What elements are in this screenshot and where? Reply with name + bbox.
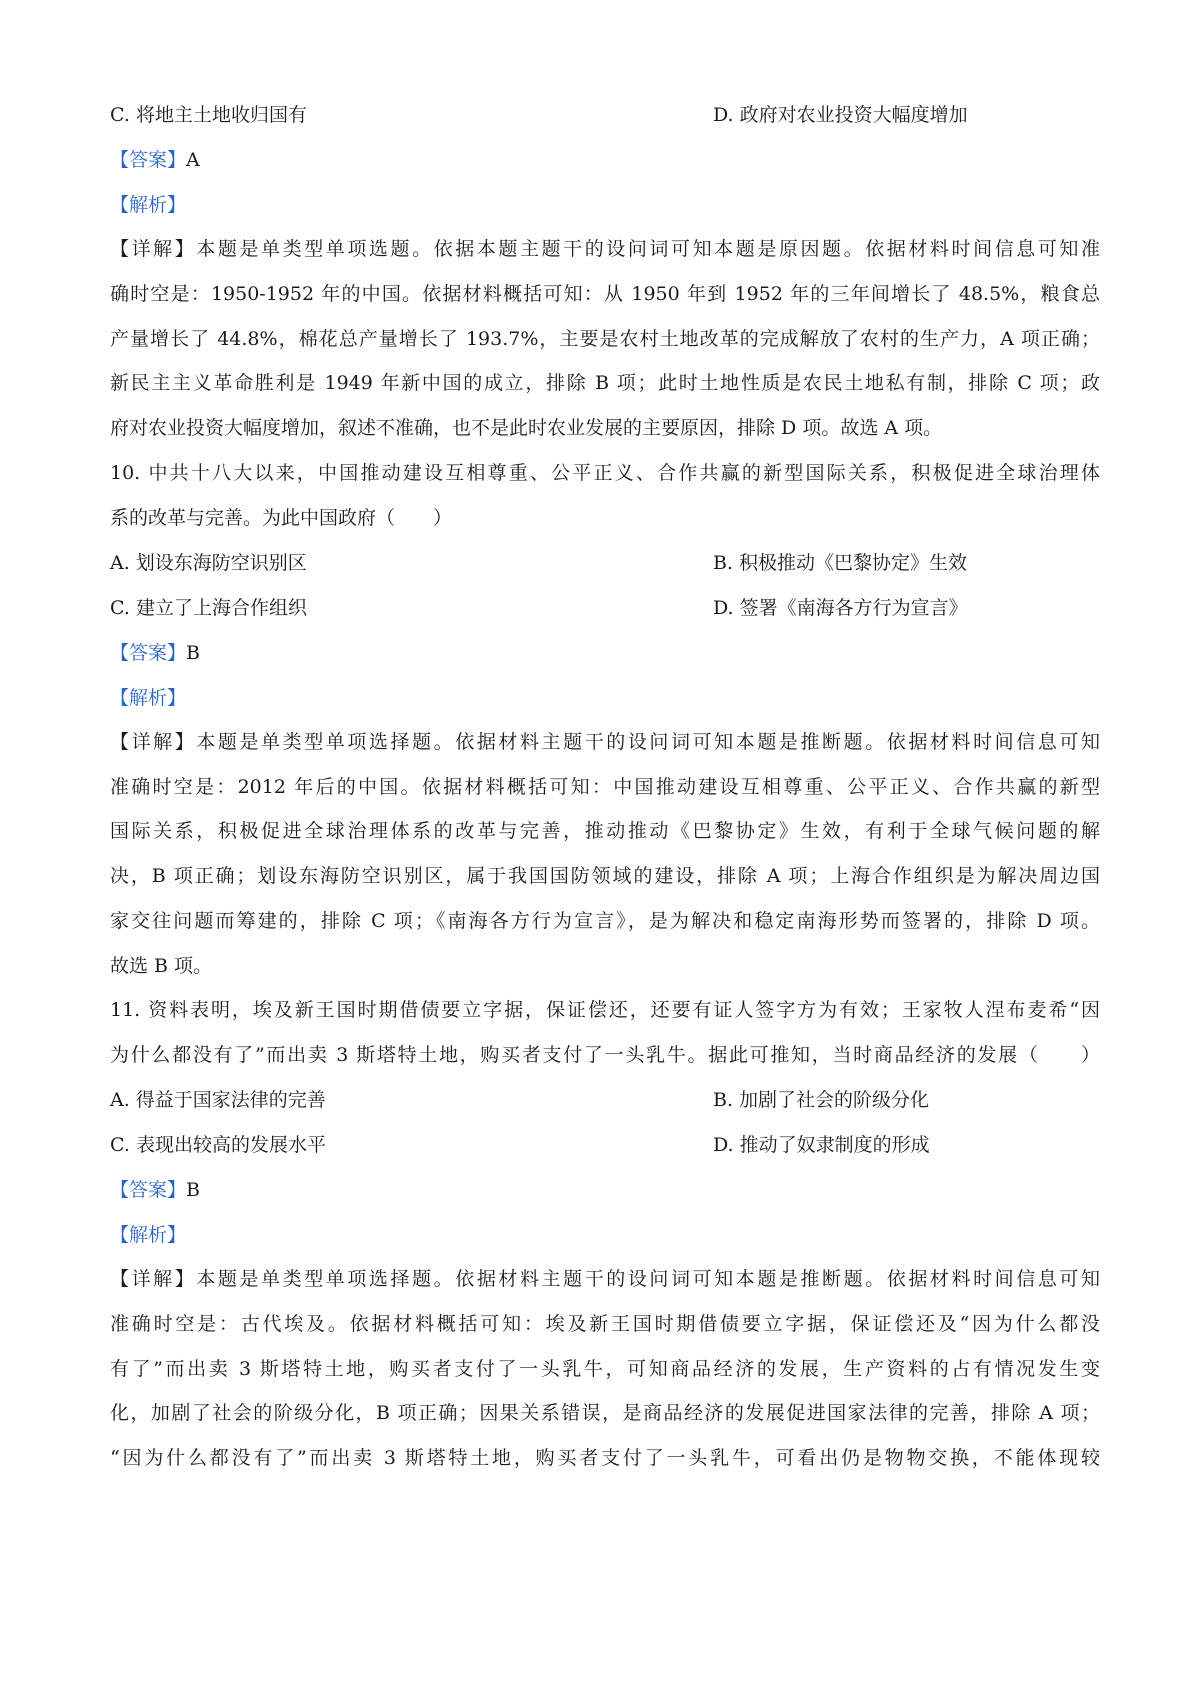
q10-stem-line-1: 10. 中共十八大以来，中国推动建设互相尊重、公平正义、合作共赢的新型国际关系，积极促进全球治理体 — [110, 462, 1100, 484]
q11-detail-text-1: 本题是单类型单项选择题。依据材料主题干的设问词可知本题是推断题。依据材料时间信息可知 — [196, 1268, 1100, 1290]
q9-answer-tag: 【答案】 — [110, 149, 187, 171]
q11-answer-line — [110, 1175, 1100, 1205]
q9-analysis-line — [110, 190, 1100, 220]
q10-detail-line-1 — [110, 727, 1100, 757]
q11-option-b: B. 加剧了社会的阶级分化 — [713, 1089, 930, 1111]
q10-detail-text-1: 本题是单类型单项选择题。依据材料主题干的设问词可知本题是推断题。依据材料时间信息可知 — [196, 731, 1100, 753]
q9-detail-line-4: 新民主主义革命胜利是 1949 年新中国的成立，排除 B 项；此时土地性质是农民土地私有制，排除 C 项；政 — [110, 372, 1100, 394]
q9-analysis-tag: 【解析】 — [110, 194, 187, 216]
q10-option-a: A. 划设东海防空识别区 — [110, 552, 307, 574]
q10-detail-line-4: 决，B 项正确；划设东海防空识别区，属于我国国防领域的建设，排除 A 项；上海合作组织是为解决周边国 — [110, 865, 1100, 887]
q10-answer-line — [110, 638, 1100, 668]
q11-option-d: D. 推动了奴隶制度的形成 — [713, 1134, 930, 1156]
q9-detail-line-5: 府对农业投资大幅度增加，叙述不准确，也不是此时农业发展的主要原因，排除 D 项。故选 A 项。 — [110, 417, 943, 439]
q10-options-row-1 — [110, 548, 1100, 578]
q11-analysis-tag: 【解析】 — [110, 1224, 187, 1246]
q11-detail-tag: 【详解】 — [110, 1268, 197, 1290]
q10-detail-line-2: 准确时空是：2012 年后的中国。依据材料概括可知：中国推动建设互相尊重、公平正义、合作共赢的新型 — [110, 776, 1100, 798]
q10-options-row-2 — [110, 593, 1100, 623]
q11-answer-tag: 【答案】 — [110, 1179, 187, 1201]
q11-answer: B — [186, 1179, 200, 1201]
q9-detail-line-1 — [110, 234, 1100, 264]
q9-option-c: C. 将地主土地收归国有 — [110, 104, 307, 126]
q10-detail-tag: 【详解】 — [110, 731, 197, 753]
q10-answer-tag: 【答案】 — [110, 642, 187, 664]
q10-option-d: D. 签署《南海各方行为宣言》 — [713, 597, 968, 619]
q11-detail-line-5: “因为什么都没有了”而出卖 3 斯塔特土地，购买者支付了一头乳牛，可看出仍是物物交换，不能体现较 — [110, 1447, 1100, 1469]
q11-detail-line-3: 有了”而出卖 3 斯塔特土地，购买者支付了一头乳牛，可知商品经济的发展，生产资料的占有情况发生变 — [110, 1358, 1100, 1380]
q10-detail-line-5: 家交往问题而筹建的，排除 C 项；《南海各方行为宣言》，是为解决和稳定南海形势而签署的，排除 D 项。 — [110, 910, 1100, 932]
q9-answer: A — [186, 149, 200, 171]
q10-stem-line-2: 系的改革与完善。为此中国政府（ ） — [110, 507, 453, 529]
q10-answer: B — [186, 642, 200, 664]
q10-analysis-tag: 【解析】 — [110, 687, 187, 709]
q9-answer-line — [110, 145, 1100, 175]
q9-detail-line-2: 确时空是：1950-1952 年的中国。依据材料概括可知：从 1950 年到 1952 年的三年间增长了 48.5%，粮食总 — [110, 283, 1100, 305]
q11-option-a: A. 得益于国家法律的完善 — [110, 1089, 326, 1111]
q11-detail-line-4: 化，加剧了社会的阶级分化，B 项正确；因果关系错误，是商品经济的发展促进国家法律的完善，排除 A 项； — [110, 1402, 1100, 1424]
q10-option-c: C. 建立了上海合作组织 — [110, 597, 307, 619]
q10-detail-line-3: 国际关系，积极促进全球治理体系的改革与完善，推动推动《巴黎协定》生效，有利于全球气候问题的解 — [110, 820, 1100, 842]
q10-option-b: B. 积极推动《巴黎协定》生效 — [713, 552, 968, 574]
q11-options-row-1 — [110, 1085, 1100, 1115]
q11-detail-line-2: 准确时空是：古代埃及。依据材料概括可知：埃及新王国时期借债要立字据，保证偿还及“因为什么都没 — [110, 1313, 1100, 1335]
q9-detail-line-3: 产量增长了 44.8%，棉花总产量增长了 193.7%，主要是农村土地改革的完成解放了农村的生产力，A 项正确； — [110, 328, 1100, 350]
q11-analysis-line — [110, 1220, 1100, 1250]
q11-options-row-2 — [110, 1130, 1100, 1160]
q9-option-d: D. 政府对农业投资大幅度增加 — [713, 104, 968, 126]
q9-detail-text-1: 本题是单类型单项选题。依据本题主题干的设问词可知本题是原因题。依据材料时间信息可知准 — [196, 238, 1100, 260]
q11-stem-line-1: 11. 资料表明，埃及新王国时期借债要立字据，保证偿还，还要有证人签字方为有效；王家牧人涅布麦希“因 — [110, 999, 1100, 1021]
q11-option-c: C. 表现出较高的发展水平 — [110, 1134, 326, 1156]
q10-detail-line-6: 故选 B 项。 — [110, 955, 213, 977]
q11-stem-line-2: 为什么都没有了”而出卖 3 斯塔特土地，购买者支付了一头乳牛。据此可推知，当时商品经济的发展（ ） — [110, 1044, 1100, 1066]
q10-analysis-line — [110, 683, 1100, 713]
q9-detail-tag: 【详解】 — [110, 238, 197, 260]
q9-options-row-2 — [110, 100, 1100, 130]
q11-detail-line-1 — [110, 1264, 1100, 1294]
